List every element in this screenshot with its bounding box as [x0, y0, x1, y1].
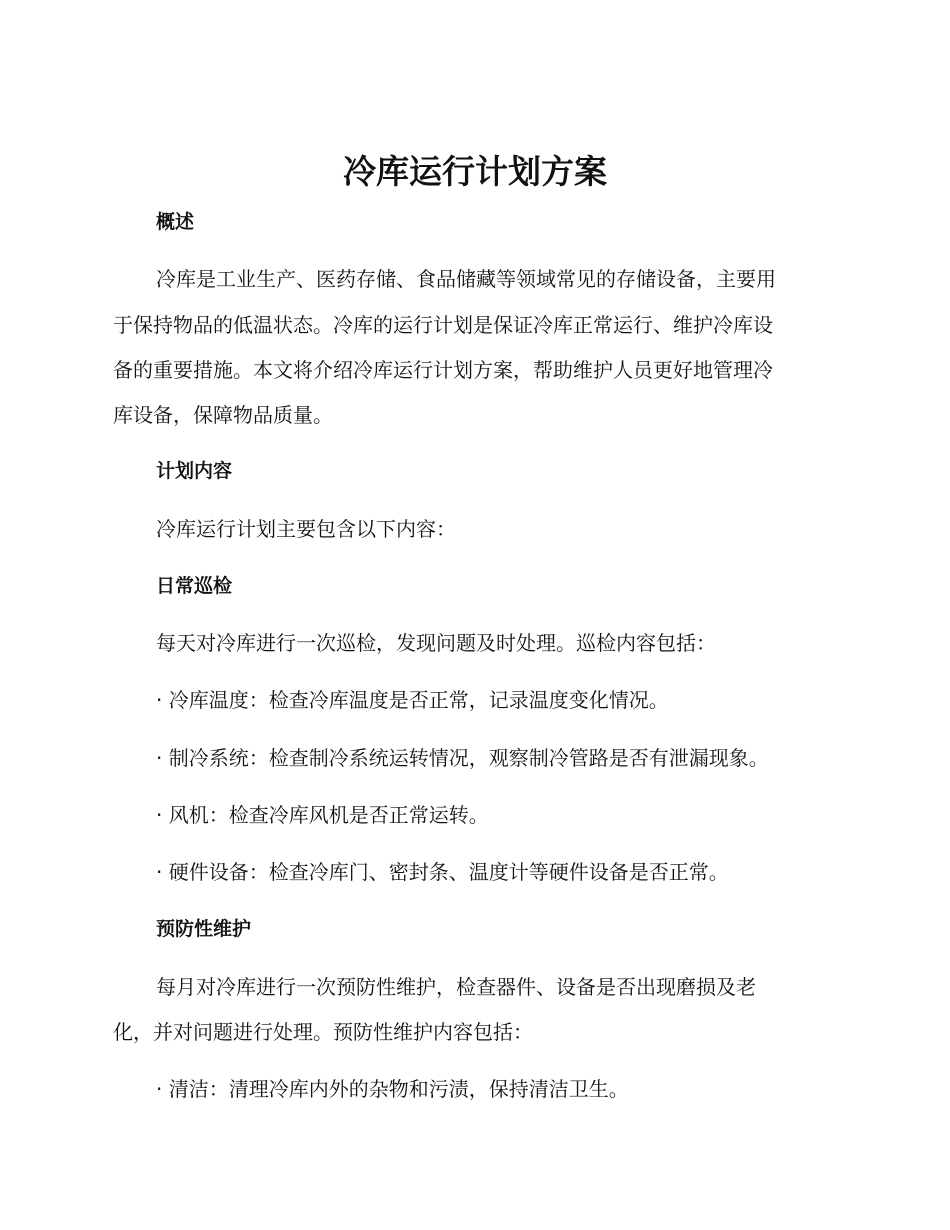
preventive-line-2: 化，并对问题进行处理。预防性维护内容包括： — [113, 1020, 533, 1044]
preventive-item-cleaning: · 清洁：清理冷库内外的杂物和污渍，保持清洁卫生。 — [156, 1077, 629, 1101]
daily-intro: 每天对冷库进行一次巡检，发现问题及时处理。巡检内容包括： — [156, 631, 716, 655]
daily-item-fan: · 风机：检查冷库风机是否正常运转。 — [156, 803, 489, 827]
daily-item-refrigeration: · 制冷系统：检查制冷系统运转情况，观察制冷管路是否有泄漏现象。 — [156, 746, 769, 770]
section-heading-daily: 日常巡检 — [156, 575, 233, 597]
preventive-line-1: 每月对冷库进行一次预防性维护，检查器件、设备是否出现磨损及老 — [156, 975, 756, 999]
daily-item-temperature: · 冷库温度：检查冷库温度是否正常，记录温度变化情况。 — [156, 688, 669, 712]
daily-item-hardware: · 硬件设备：检查冷库门、密封条、温度计等硬件设备是否正常。 — [156, 860, 729, 884]
overview-line-2: 于保持物品的低温状态。冷库的运行计划是保证冷库正常运行、维护冷库设 — [113, 313, 773, 337]
document-title: 冷库运行计划方案 — [343, 152, 607, 191]
section-heading-overview: 概述 — [156, 211, 195, 233]
overview-line-3: 备的重要措施。本文将介绍冷库运行计划方案，帮助维护人员更好地管理冷 — [113, 358, 773, 382]
section-heading-preventive: 预防性维护 — [156, 918, 252, 940]
overview-line-1: 冷库是工业生产、医药存储、食品储藏等领域常见的存储设备，主要用 — [156, 267, 776, 291]
section-heading-plan: 计划内容 — [156, 460, 233, 482]
plan-intro: 冷库运行计划主要包含以下内容： — [156, 517, 456, 541]
overview-line-4: 库设备，保障物品质量。 — [113, 403, 333, 427]
